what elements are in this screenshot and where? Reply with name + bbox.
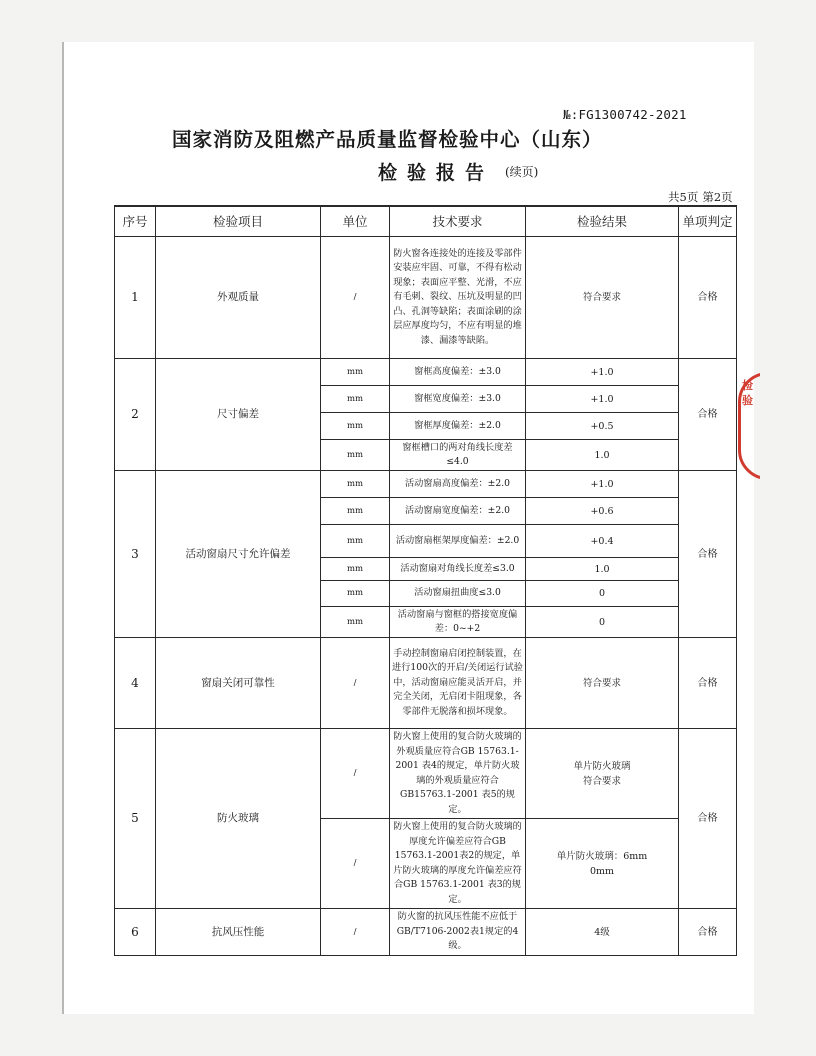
table-row [115, 729, 737, 819]
sub-unit: mm [321, 498, 390, 525]
sub-result: 0 [526, 607, 679, 638]
page-number: 第2页 [702, 190, 733, 204]
row-judgement: 合格 [679, 909, 737, 956]
sub-result: 1.0 [526, 440, 679, 471]
sub-result: +1.0 [526, 471, 679, 498]
header-unit: 单位 [321, 206, 390, 237]
sub-requirement: 活动窗扇与窗框的搭接宽度偏差：0~+2 [390, 607, 526, 638]
sub-unit: mm [321, 413, 390, 440]
sub-result: 单片防火玻璃：6mm 0mm [526, 819, 679, 909]
seal-text: 检验 [742, 379, 753, 407]
row-no: 1 [115, 237, 156, 359]
row-item: 外观质量 [156, 237, 321, 359]
table-row [115, 638, 737, 729]
sub-unit: mm [321, 525, 390, 558]
sub-result: +0.6 [526, 498, 679, 525]
table-header-row [115, 206, 737, 237]
table-row [115, 471, 737, 498]
sub-requirement: 活动窗扇高度偏差：±2.0 [390, 471, 526, 498]
report-subtitle: (续页) [505, 165, 539, 179]
sub-unit: mm [321, 581, 390, 607]
sub-result: 单片防火玻璃 符合要求 [526, 729, 679, 819]
row-result: 4级 [526, 909, 679, 956]
header-item: 检验项目 [156, 206, 321, 237]
sub-requirement: 防火窗上使用的复合防火玻璃的厚度允许偏差应符合GB 15763.1-2001表2的规定，单片防火玻璃的厚度允许偏差应符合GB 15763.1-2001 表3的规定。 [390, 819, 526, 909]
sub-requirement: 活动窗扇框架厚度偏差：±2.0 [390, 525, 526, 558]
header-no: 序号 [115, 206, 156, 237]
row-no: 3 [115, 471, 156, 638]
row-item: 抗风压性能 [156, 909, 321, 956]
inspection-table [114, 205, 737, 956]
sub-requirement: 窗框高度偏差：±3.0 [390, 359, 526, 386]
sub-requirement: 活动窗扇宽度偏差：±2.0 [390, 498, 526, 525]
row-result: 符合要求 [526, 237, 679, 359]
sub-result: +0.4 [526, 525, 679, 558]
table-row [115, 359, 737, 386]
report-title: 检验报告 [378, 162, 495, 184]
sub-requirement: 活动窗扇扭曲度≤3.0 [390, 581, 526, 607]
document-number: №:FG1300742-2021 [563, 107, 687, 122]
sub-unit: mm [321, 386, 390, 413]
row-judgement: 合格 [679, 729, 737, 909]
sub-requirement: 窗框厚度偏差：±2.0 [390, 413, 526, 440]
sub-requirement: 防火窗上使用的复合防火玻璃的外观质量应符合GB 15763.1-2001 表4的规定，单片防火玻璃的外观质量应符合GB15763.1-2001 表5的规定。 [390, 729, 526, 819]
row-no: 4 [115, 638, 156, 729]
row-judgement: 合格 [679, 237, 737, 359]
sub-unit: mm [321, 440, 390, 471]
row-requirement: 防火窗的抗风压性能不应低于GB/T7106-2002表1规定的4级。 [390, 909, 526, 956]
sub-result: +1.0 [526, 359, 679, 386]
row-unit: / [321, 237, 390, 359]
row-judgement: 合格 [679, 471, 737, 638]
header-result: 检验结果 [526, 206, 679, 237]
sub-result: +0.5 [526, 413, 679, 440]
row-item: 防火玻璃 [156, 729, 321, 909]
sub-result: 0 [526, 581, 679, 607]
row-no: 6 [115, 909, 156, 956]
sub-unit: / [321, 729, 390, 819]
sub-requirement: 活动窗扇对角线长度差≤3.0 [390, 558, 526, 581]
center-name: 国家消防及阻燃产品质量监督检验中心（山东） [172, 128, 603, 151]
seal-stamp [738, 372, 760, 482]
row-no: 5 [115, 729, 156, 909]
page-info [664, 189, 733, 205]
sub-unit: mm [321, 558, 390, 581]
sub-unit: mm [321, 607, 390, 638]
sub-requirement: 窗框槽口的两对角线长度差≤4.0 [390, 440, 526, 471]
sub-unit: mm [321, 359, 390, 386]
row-item: 活动窗扇尺寸允许偏差 [156, 471, 321, 638]
header-judgement: 单项判定 [679, 206, 737, 237]
header-requirement: 技术要求 [390, 206, 526, 237]
row-unit: / [321, 909, 390, 956]
row-item: 窗扇关闭可靠性 [156, 638, 321, 729]
sub-unit: / [321, 819, 390, 909]
row-result: 符合要求 [526, 638, 679, 729]
row-requirement: 防火窗各连接处的连接及零部件安装应牢固、可靠，不得有松动现象；表面应平整、光滑，不应有毛刺、裂纹、压坑及明显的凹凸、孔洞等缺陷；表面涂刷的涂层应厚度均匀，不应有明显的堆漆、漏漆等缺陷。 [390, 237, 526, 359]
table-row [115, 909, 737, 956]
row-judgement: 合格 [679, 359, 737, 471]
total-pages: 共5页 [668, 190, 699, 204]
sub-result: 1.0 [526, 558, 679, 581]
row-unit: / [321, 638, 390, 729]
row-item: 尺寸偏差 [156, 359, 321, 471]
sub-requirement: 窗框宽度偏差：±3.0 [390, 386, 526, 413]
row-judgement: 合格 [679, 638, 737, 729]
row-no: 2 [115, 359, 156, 471]
sub-unit: mm [321, 471, 390, 498]
table-row [115, 237, 737, 359]
sub-result: +1.0 [526, 386, 679, 413]
row-requirement: 手动控制窗扇启闭控制装置，在进行100次的开启/关闭运行试验中，活动窗扇应能灵活开启，并完全关闭，无启闭卡阻现象，各零部件无脱落和损坏现象。 [390, 638, 526, 729]
